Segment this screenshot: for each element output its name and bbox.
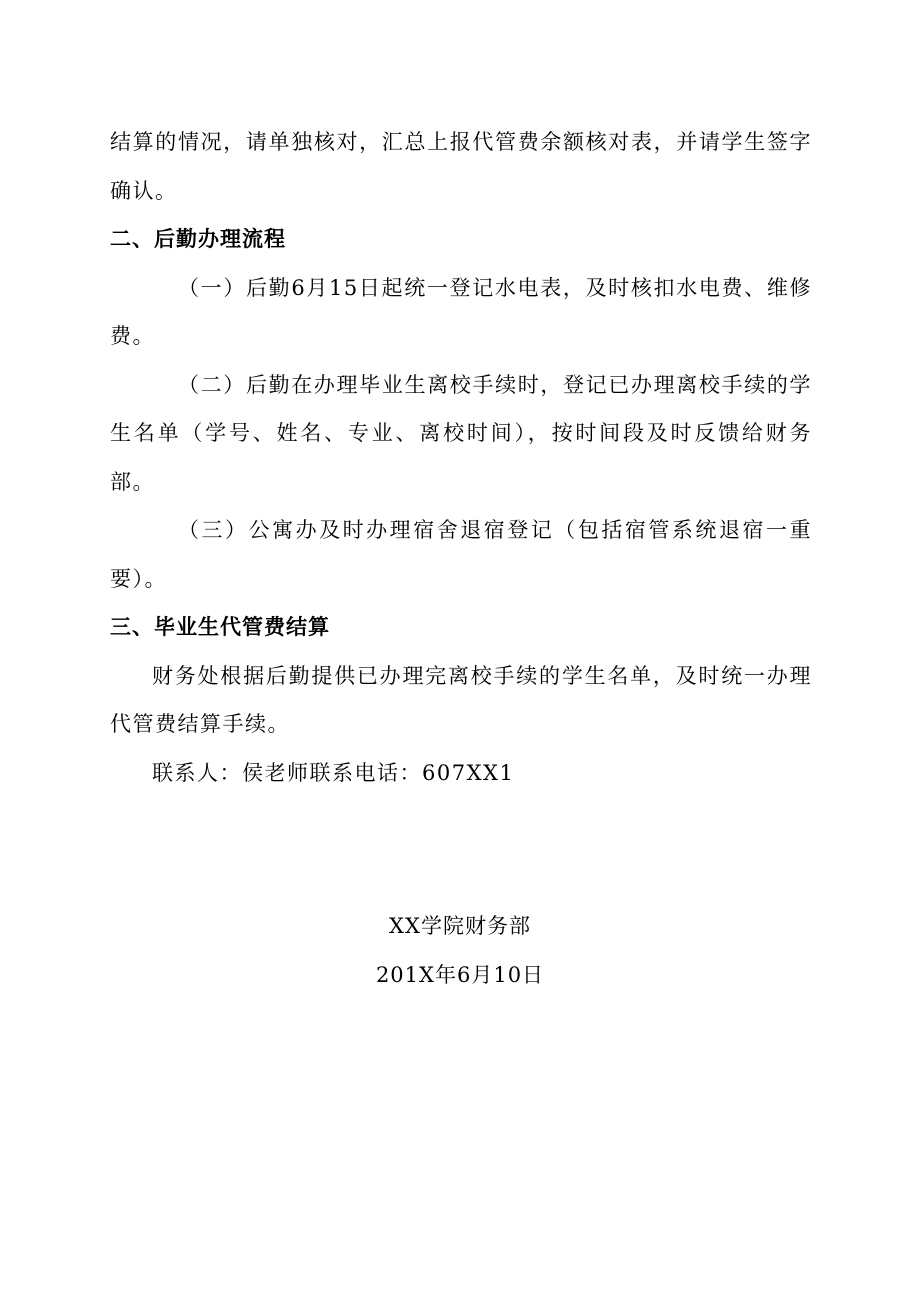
paragraph-continuation: 结算的情况，请单独核对，汇总上报代管费余额核对表，并请学生签字确认。 [110, 130, 812, 203]
contact-line: 联系人：侯老师联系电话：607XX1 [152, 760, 515, 785]
document-body [110, 118, 812, 797]
logistics-item-2: （二）后勤在办理毕业生离校手续时，登记已办理离校手续的学生名单（学号、姓名、专业、离校时间），按时间段及时反馈给财务部。 [110, 372, 812, 494]
section-heading-logistics: 二、后勤办理流程 [110, 227, 286, 251]
settlement-paragraph: 财务处根据后勤提供已办理完离校手续的学生名单，及时统一办理代管费结算手续。 [110, 663, 812, 736]
logistics-item-3: （三）公寓办及时办理宿舍退宿登记（包括宿管系统退宿一重要）。 [110, 518, 812, 591]
logistics-item-1: （一）后勤6月15日起统一登记水电表，及时核扣水电费、维修费。 [110, 275, 812, 348]
signature-organization: XX学院财务部 [389, 914, 531, 938]
signature-date: 201X年6月10日 [375, 963, 545, 987]
section-heading-settlement: 三、毕业生代管费结算 [110, 615, 330, 639]
